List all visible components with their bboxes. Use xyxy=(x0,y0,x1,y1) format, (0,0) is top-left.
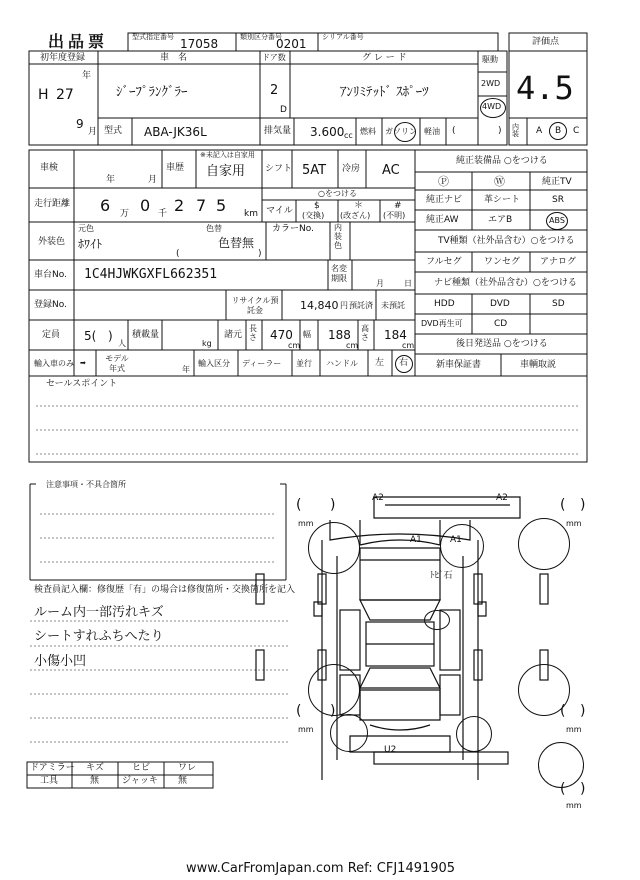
orig-color-label: 元色 xyxy=(78,224,94,233)
name-change-day: 日 xyxy=(404,279,412,288)
nav-title: ナビ種類（社外品含む）○をつける xyxy=(434,278,577,288)
sunroof: SR xyxy=(552,195,564,205)
capacity-label: 定員 xyxy=(42,330,61,340)
capacity-unit: 人 xyxy=(118,339,126,348)
usage-note: ※未記入は自家用 xyxy=(200,151,255,159)
car-diagram xyxy=(256,497,548,780)
break-label: ワレ xyxy=(178,763,197,773)
interior-label: 内装 xyxy=(512,123,519,138)
interior-a: A xyxy=(536,126,543,136)
score-label: 評価点 xyxy=(532,37,560,47)
name-change-label: 名変期限 xyxy=(331,264,347,283)
tire-fr-close: ) xyxy=(580,497,586,513)
orig-color-value: ﾎﾜｲﾄ xyxy=(78,237,103,251)
capacity-value: 5( xyxy=(84,329,97,343)
nav-dvd: DVD xyxy=(490,299,510,309)
tv-fullseg: フルセグ xyxy=(426,257,462,267)
vehicle-manual: 車輌取説 xyxy=(520,360,557,370)
load-unit: kg xyxy=(202,339,212,348)
length-cm: cm xyxy=(288,341,301,350)
class-value: 0201 xyxy=(276,37,307,51)
exchange-label: (交換) xyxy=(302,211,325,220)
factory-equip-title: 純正装備品 ○をつける xyxy=(456,156,548,166)
usage-label: 車歴 xyxy=(166,163,185,173)
inspection-month-unit: 月 xyxy=(148,175,158,185)
dims-label: 諸元 xyxy=(224,330,243,340)
inspection-label: 車検 xyxy=(40,163,59,173)
dvd-play: DVD再生可 xyxy=(421,319,463,328)
import-arrow: ➡ xyxy=(80,359,86,367)
mileage-digit-5: 5 xyxy=(216,196,227,215)
color-change-value: 色替無 xyxy=(218,236,255,250)
tv-title: TV種類（社外品含む）○をつける xyxy=(438,236,575,246)
altered-label: (改ざん) xyxy=(340,211,371,220)
crack-label: ヒビ xyxy=(132,763,151,773)
damage-a2-right: A2 xyxy=(496,493,508,503)
model-type-value: ABA-JK36L xyxy=(144,125,207,139)
chassis-label: 車台No. xyxy=(34,270,67,280)
tools-value: 無 xyxy=(90,776,100,786)
mileage-digit-4: 7 xyxy=(196,196,207,215)
damage-tobi: ﾄﾋﾞ石 xyxy=(430,571,453,581)
width-value: 188 xyxy=(328,328,351,342)
mileage-label: 走行距離 xyxy=(34,199,71,209)
tire-spare-mm: mm xyxy=(566,801,582,810)
steering-wheel xyxy=(424,610,450,630)
height-value: 184 xyxy=(384,328,407,342)
drive-4wd-circle xyxy=(480,98,506,118)
ac-value: AC xyxy=(382,163,400,178)
mileage-man: 万 xyxy=(120,209,130,219)
pw-mark: Ⓦ xyxy=(494,175,505,188)
length-label: 長さ xyxy=(249,324,257,342)
jack-value: 無 xyxy=(178,776,188,786)
shift-label: シフト xyxy=(265,164,293,174)
recycle-not: 未預託 xyxy=(381,301,405,310)
mileage-unit: km xyxy=(244,209,258,219)
displacement-label: 排気量 xyxy=(264,126,292,136)
mile-label: マイル xyxy=(266,206,293,216)
mileage-digit-3: 2 xyxy=(174,196,185,215)
interior-c: C xyxy=(573,126,580,136)
nav-cd: CD xyxy=(494,319,508,329)
first-reg-year: 27 xyxy=(56,87,74,103)
damage-u2: U2 xyxy=(384,745,397,755)
exchange-symbol: $ xyxy=(314,201,320,211)
drive-4wd: 4WD xyxy=(482,102,502,111)
factory-aw: 純正AW xyxy=(426,215,459,225)
model-year-label: モデル年式 xyxy=(105,354,129,373)
color-paren-close: ) xyxy=(258,249,262,259)
right-handle-circle xyxy=(395,355,413,373)
doors-type: D xyxy=(280,105,287,115)
damage-a1-left: A1 xyxy=(410,535,422,545)
unknown-label: (不明) xyxy=(383,211,406,220)
car-name-label: 車 名 xyxy=(160,53,188,63)
light-paren-open: ( xyxy=(452,126,456,136)
length-value: 470 xyxy=(270,328,293,342)
drive-label: 駆動 xyxy=(482,55,498,64)
recycle-unit: 円 xyxy=(340,301,348,310)
tire-fl-open: ( xyxy=(296,497,302,513)
ac-label: 冷房 xyxy=(342,164,361,174)
wheel-front-right xyxy=(518,518,570,570)
nav-hdd: HDD xyxy=(434,299,455,309)
inspector-label: 検査員記入欄：修復歴「有」の場合は修復箇所・交換箇所を記入 xyxy=(34,585,296,595)
form-title: 出品票 xyxy=(48,32,109,51)
serial-label: シリアル番号 xyxy=(322,33,364,41)
model-cert-value: 17058 xyxy=(180,37,219,51)
tire-rr-mm: mm xyxy=(566,725,582,734)
tire-fl-mm: mm xyxy=(298,519,314,528)
tire-rl-open: ( xyxy=(296,703,302,719)
height-label: 高さ xyxy=(361,324,369,342)
abs-circle xyxy=(546,212,568,230)
dealer-label: ディーラー xyxy=(242,359,282,368)
recycle-value: 14,840 xyxy=(300,299,339,312)
tire-fr-open: ( xyxy=(560,497,566,513)
grade-value: ｱﾝﾘﾐﾃｯﾄﾞ ｽﾎﾟｰﾂ xyxy=(340,85,429,100)
model-year-unit: 年 xyxy=(182,365,190,374)
name-change-month: 月 xyxy=(376,279,384,288)
recycle-deposited: 預託済 xyxy=(349,301,373,310)
import-only-label: 輸入車のみ xyxy=(34,359,74,368)
damage-a2-left: A2 xyxy=(372,493,384,503)
left-label: 左 xyxy=(375,358,385,368)
jack-label: ジャッキ xyxy=(122,776,158,786)
tire-spare-open: ( xyxy=(560,781,566,797)
note-line-1: ルーム内一部汚れキズ xyxy=(34,605,164,620)
note-line-2: シートすれふちへたり xyxy=(34,629,164,644)
exterior-color-label: 外装色 xyxy=(38,237,66,247)
mileage-sen: 千 xyxy=(158,209,168,219)
tire-rr-open: ( xyxy=(560,703,566,719)
grade-label: グ レ ー ド xyxy=(362,53,407,63)
tools-label: 工具 xyxy=(40,776,59,786)
sales-point-label: セールスポイント xyxy=(46,379,118,389)
warranty-book: 新車保証書 xyxy=(436,360,482,370)
parallel-label: 並行 xyxy=(296,359,312,368)
shift-value: 5AT xyxy=(302,163,327,178)
model-cert-label: 型式指定番号 xyxy=(132,33,174,41)
capacity-paren: ) xyxy=(108,329,113,343)
color-paren-open: ( xyxy=(176,249,180,259)
first-reg-month: 9 xyxy=(76,117,84,131)
notes-title: 注意事項・不具合箇所 xyxy=(46,480,126,489)
ps-mark: Ⓟ xyxy=(438,175,449,188)
width-cm: cm xyxy=(346,341,359,350)
mileage-digit-2: 0 xyxy=(140,196,151,215)
factory-tv: 純正TV xyxy=(542,177,572,187)
chassis-value: 1C4HJWKGXFL662351 xyxy=(84,267,218,282)
displacement-unit: cc xyxy=(344,131,353,140)
interior-color-label: 内装色 xyxy=(334,223,342,250)
score-value: 4.5 xyxy=(516,69,574,107)
doors-value: 2 xyxy=(270,83,279,98)
usage-value: 自家用 xyxy=(206,164,246,179)
later-title: 後日発送品 ○をつける xyxy=(456,339,548,349)
mileage-circle-note: ○をつける xyxy=(318,189,357,198)
car-name-value: ｼﾞｰﾌﾟﾗﾝｸﾞﾗｰ xyxy=(116,85,188,100)
color-change-label: 色替 xyxy=(206,224,222,233)
width-label: 幅 xyxy=(303,330,311,339)
handle-label: ハンドル xyxy=(326,359,358,368)
recycle-label: リサイクル預託金 xyxy=(231,296,279,315)
height-cm: cm xyxy=(402,341,415,350)
fuel-circle xyxy=(394,122,416,142)
airbag: エアB xyxy=(488,215,513,225)
wheel-inner-rr xyxy=(456,716,492,752)
inspection-year-unit: 年 xyxy=(106,175,116,185)
month-unit: 月 xyxy=(88,127,98,137)
tv-oneseg: ワンセグ xyxy=(484,257,521,267)
import-class-label: 輸入区分 xyxy=(198,359,230,368)
damage-a1-right: A1 xyxy=(450,535,462,545)
tv-analog: アナログ xyxy=(540,257,577,267)
displacement-value: 3.600 xyxy=(310,125,345,139)
door-mirror-label: ドアミラー xyxy=(30,763,75,773)
fuel-value: ガソリン xyxy=(385,127,417,136)
class-label: 類別区分番号 xyxy=(240,33,282,41)
leather-seat: 革シート xyxy=(484,195,521,205)
drive-2wd: 2WD xyxy=(481,79,501,88)
era: H xyxy=(38,87,49,103)
tire-fr-mm: mm xyxy=(566,519,582,528)
light-paren-close: ) xyxy=(498,126,502,136)
note-line-3: 小傷小凹 xyxy=(34,654,87,669)
factory-nav: 純正ナビ xyxy=(426,195,463,205)
wheel-inner-rl xyxy=(330,714,368,752)
year-unit: 年 xyxy=(82,71,92,81)
light-oil-label: 軽油 xyxy=(424,127,440,136)
tire-rl-close: ) xyxy=(330,703,336,719)
doors-label: ドア数 xyxy=(262,53,286,62)
model-type-label: 型式 xyxy=(104,126,123,136)
wheel-inner-fl xyxy=(440,524,484,568)
interior-b: B xyxy=(555,126,562,136)
load-label: 積載量 xyxy=(132,330,160,340)
first-reg-label: 初年度登録 xyxy=(40,53,86,63)
unknown-symbol: # xyxy=(394,201,402,211)
abs: ABS xyxy=(549,216,565,225)
reg-no-label: 登録No. xyxy=(34,300,67,310)
tire-fl-close: ) xyxy=(330,497,336,513)
nav-sd: SD xyxy=(552,299,565,309)
altered-symbol: ＊ xyxy=(354,201,364,211)
tire-rr-close: ) xyxy=(580,703,586,719)
interior-b-circle xyxy=(549,122,567,140)
tire-spare-close: ) xyxy=(580,781,586,797)
right-label: 右 xyxy=(399,358,409,368)
fuel-label: 燃料 xyxy=(360,127,376,136)
color-no-label: カラーNo. xyxy=(272,224,314,234)
footer-watermark: www.CarFromJapan.com Ref: CFJ1491905 xyxy=(186,861,456,876)
mileage-digit-1: 6 xyxy=(100,196,111,215)
tire-rl-mm: mm xyxy=(298,725,314,734)
wheel-front-left xyxy=(308,522,360,574)
scratch-label: キズ xyxy=(86,763,104,773)
